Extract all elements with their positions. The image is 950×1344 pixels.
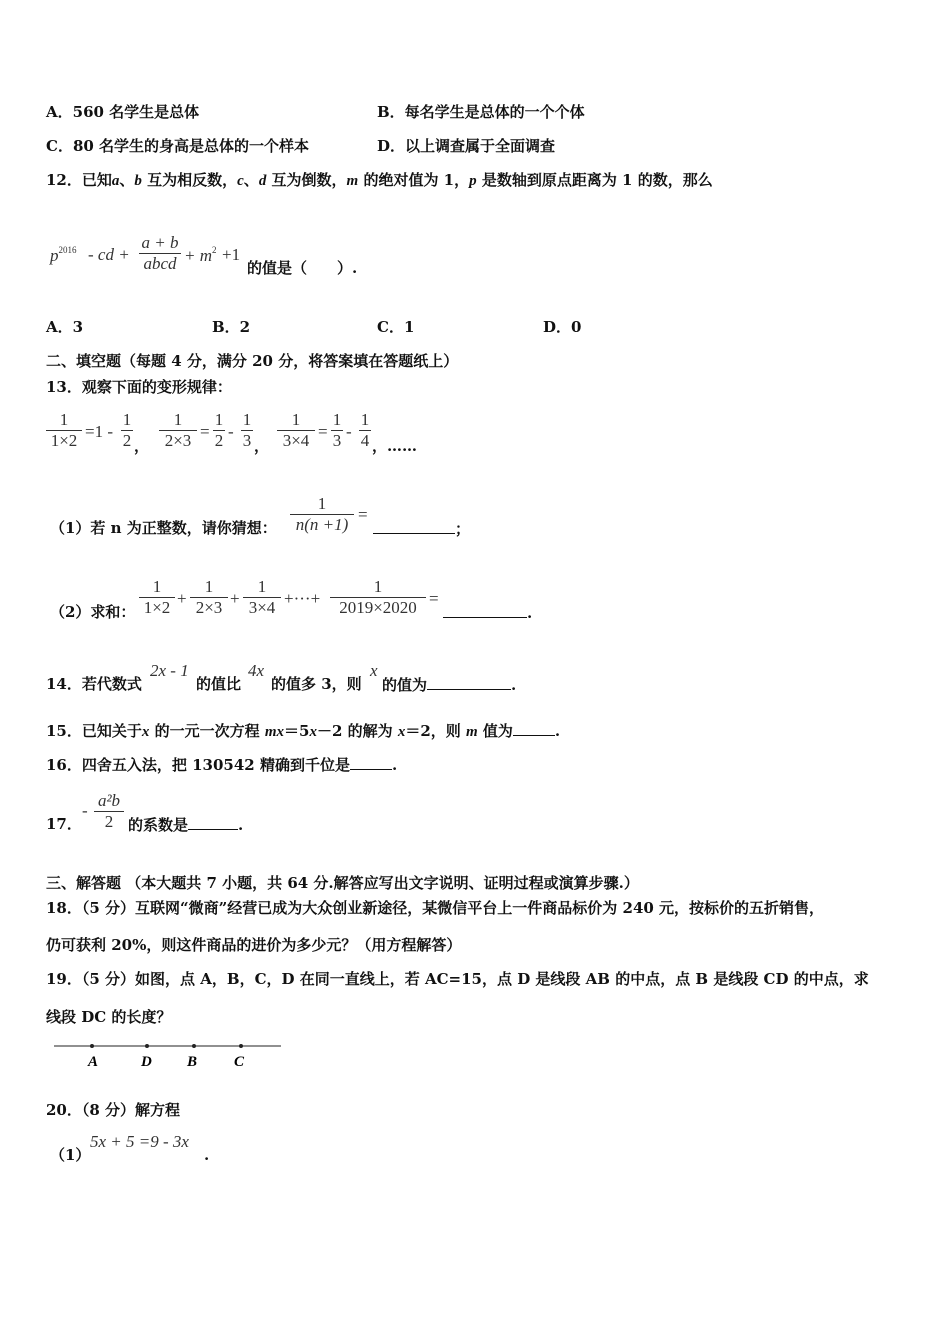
point-a-label: A: [88, 1054, 99, 1070]
q13-part1-label: （1）若 n 为正整数，请你猜想：: [50, 519, 277, 537]
q17-answer-blank[interactable]: [188, 815, 238, 830]
q20-part1-equation: 5x + 5 =9 - 3x: [90, 1132, 189, 1151]
q11-option-d: D．以上调查属于全面调查: [377, 137, 556, 155]
q19-line2: 线段 DC 的长度？: [46, 1008, 172, 1026]
point-b-label: B: [187, 1054, 198, 1070]
q12-option-c: C．1: [377, 318, 415, 336]
point-d-dot: [145, 1044, 149, 1048]
q11-option-a: A．560 名学生是总体: [46, 103, 200, 121]
q14-expr3: x: [370, 661, 378, 680]
q13-part2-answer[interactable]: .: [443, 603, 532, 622]
q19-line-diagram: [50, 1036, 290, 1076]
q12-expr-mid: - cd +: [88, 245, 130, 264]
q14-mid3: 的值为 .: [382, 676, 517, 694]
q12-option-b: B．2: [212, 318, 251, 336]
q11-option-c: C．80 名学生的身高是总体的一个样本: [46, 137, 310, 155]
q13-part1-equals: =: [358, 505, 368, 524]
point-a-dot: [90, 1044, 94, 1048]
q20-title: 20．（8 分）解方程: [46, 1101, 181, 1119]
q12-fraction: a + b abcd: [139, 233, 181, 274]
q17-minus: -: [82, 801, 88, 820]
q14-prefix: 14．若代数式: [46, 675, 142, 693]
point-c-label: C: [234, 1054, 245, 1070]
q16-answer-blank[interactable]: [350, 755, 392, 770]
q12-option-d: D．0: [543, 318, 582, 336]
q15-answer-blank[interactable]: [513, 721, 555, 736]
q12-option-a: A．3: [46, 318, 84, 336]
q12-stem: 12．已知a、b 互为相反数，c、d 互为倒数，m 的绝对值为 1，p 是数轴到原点距离为 1 的数，那么: [46, 171, 713, 189]
q12-suffix: 的值是（ ）.: [247, 259, 358, 277]
q20-part1-end: .: [204, 1146, 210, 1164]
q19-line1: 19．（5 分）如图，点 A，B，C，D 在同一直线上，若 AC=15，点 D 是线段 AB 的中点，点 B 是线段 CD 的中点，求: [46, 970, 869, 988]
q14-expr2: 4x: [248, 661, 265, 680]
q13-title: 13．观察下面的变形规律：: [46, 378, 232, 396]
q14-mid2: 的值多 3，则: [271, 675, 362, 693]
q11-option-b: B．每名学生是总体的一个个体: [377, 103, 585, 121]
point-c-dot: [239, 1044, 243, 1048]
q18-line1: 18．（5 分）互联网“微商”经营已成为大众创业新途径，某微信平台上一件商品标价为 240 元，按标价的五折销售，: [46, 899, 825, 917]
q13-part1-answer[interactable]: ；: [373, 519, 470, 538]
q14-answer-blank[interactable]: [427, 675, 511, 690]
q15-stem: 15．已知关于x 的一元一次方程 mx＝5x－2 的解为 x＝2，则 m 值为 .: [46, 722, 561, 740]
q13-part2-label: （2）求和：: [50, 603, 136, 621]
point-b-dot: [192, 1044, 196, 1048]
section-2-title: 二、填空题（每题 4 分，满分 20 分，将答案填在答题纸上）: [46, 352, 459, 370]
point-d-label: D: [141, 1054, 152, 1070]
q17-fraction: a²b 2: [94, 791, 124, 832]
q13-part1-fraction: 1 n(n +1): [290, 494, 354, 535]
q16-stem: 16．四舍五入法，把 130542 精确到千位是 .: [46, 756, 398, 774]
q20-part1-label: （1）: [50, 1146, 91, 1164]
section-3-title: 三、解答题 （本大题共 7 小题，共 64 分.解答应写出文字说明、证明过程或演算步骤.）: [46, 874, 639, 892]
q18-line2: 仍可获利 20%，则这件商品的进价为多少元？（用方程解答）: [46, 936, 462, 954]
q14-mid1: 的值比: [196, 675, 242, 693]
q17-prefix: 17．: [46, 815, 82, 833]
q14-expr1: 2x - 1: [150, 661, 189, 680]
q17-suffix: 的系数是 .: [128, 816, 244, 834]
